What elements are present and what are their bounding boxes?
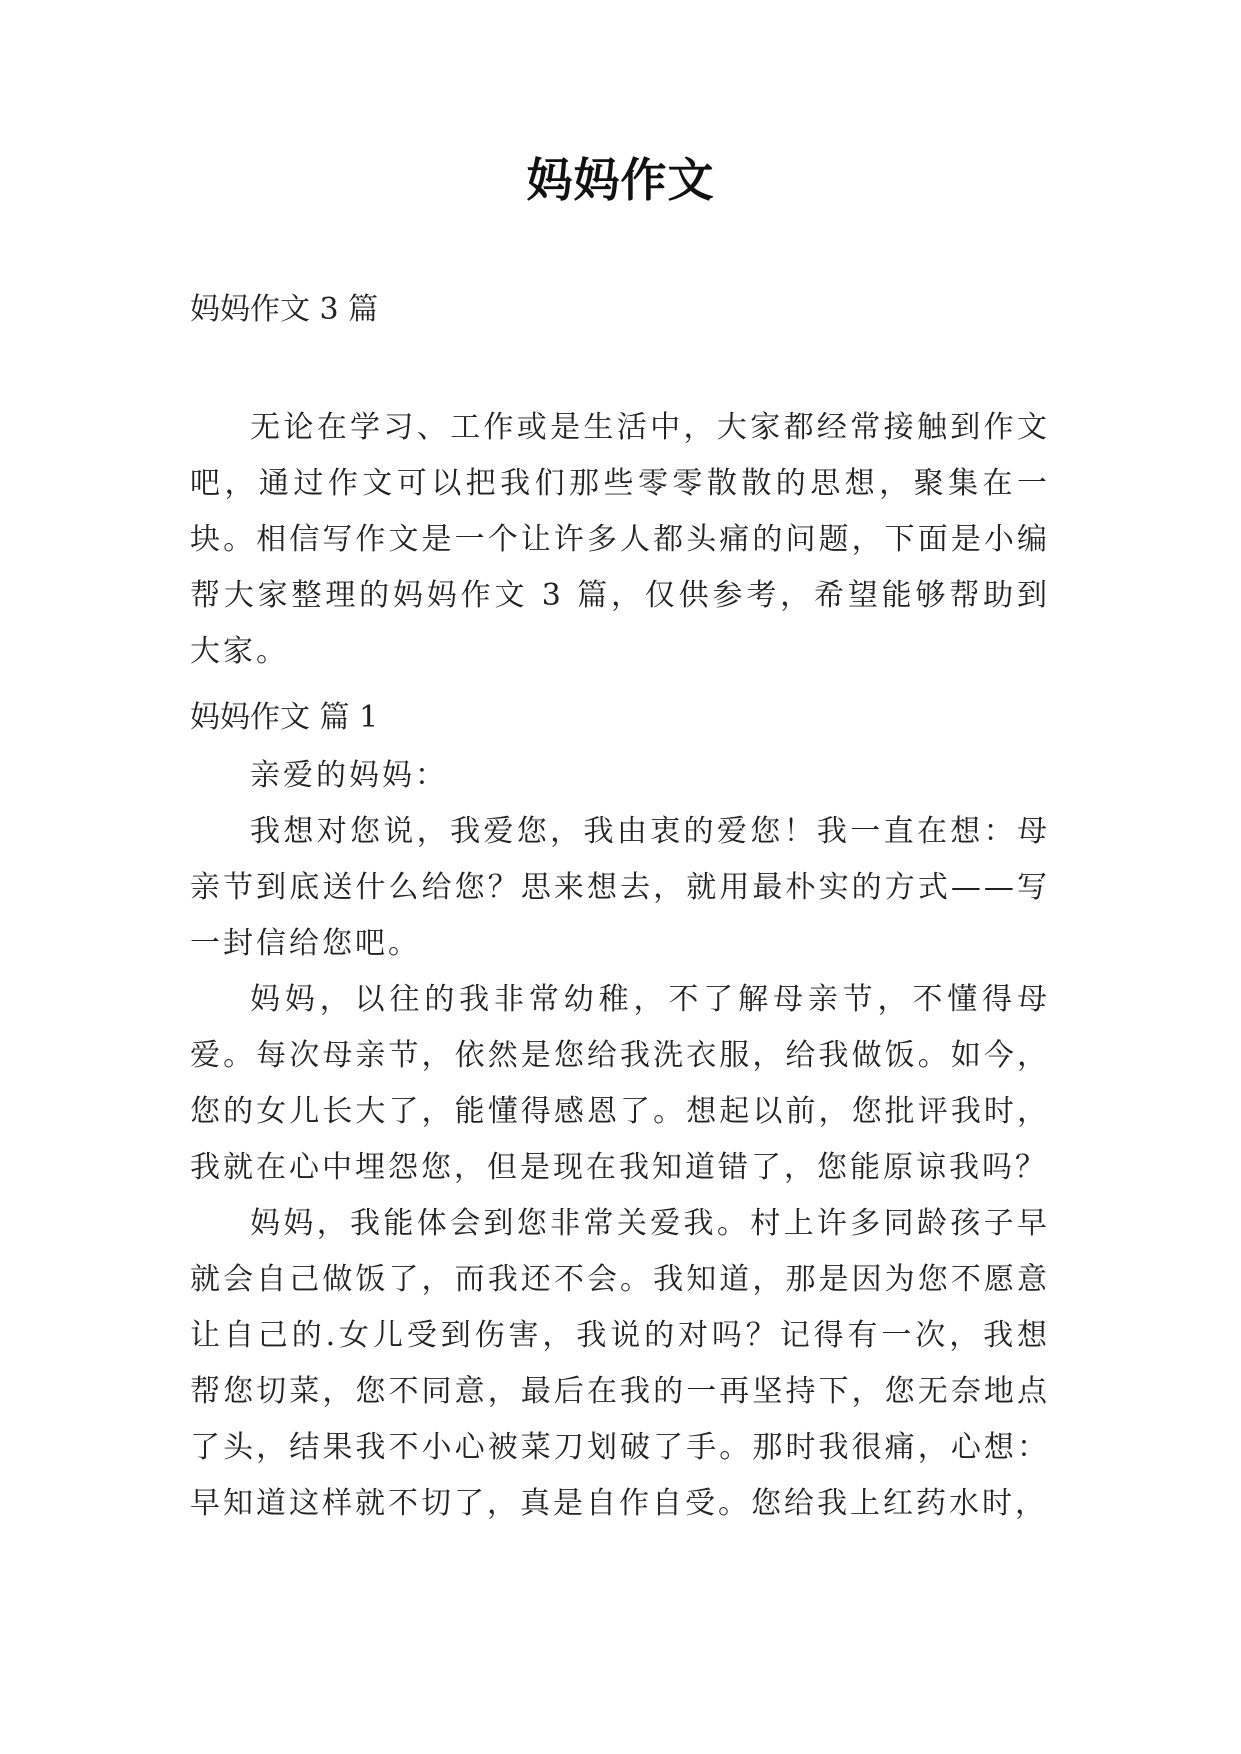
body-paragraph: 妈妈，我能体会到您非常关爱我。村上许多同龄孩子早就会自己做饭了，而我还不会。我知道，那是因为您不愿意让自己的.女儿受到伤害，我说的对吗？记得有一次，我想帮您切菜，您不同意，最后在我的一再坚持下，您无奈地点了头，结果我不小心被菜刀划破了手。那时我很痛，心想：早知道这样就不切了，真是自作自受。您给我上红药水时， [190, 1206, 1050, 1521]
section-heading: 妈妈作文 篇 1 [190, 700, 379, 735]
body-paragraph: 我想对您说，我爱您，我由衷的爱您！我一直在想：母亲节到底送什么给您？思来想去，就用最朴实的方式——写一封信给您吧。 [190, 814, 1050, 961]
document-title: 妈妈作文 [526, 153, 715, 207]
body-paragraph: 妈妈，以往的我非常幼稚，不了解母亲节，不懂得母爱。每次母亲节，依然是您给我洗衣服，给我做饭。如今，您的女儿长大了，能懂得感恩了。想起以前，您批评我时，我就在心中埋怨您，但是现在我知道错了，您能原谅我吗？ [190, 982, 1050, 1185]
intro-paragraph: 无论在学习、工作或是生活中，大家都经常接触到作文吧，通过作文可以把我们那些零零散散的思想，聚集在一块。相信写作文是一个让许多人都头痛的问题，下面是小编帮大家整理的妈妈作文 3 篇，仅供参考，希望能够帮助到大家。 [190, 410, 1050, 669]
letter-greeting: 亲爱的妈妈： [250, 758, 448, 793]
document-subtitle: 妈妈作文 3 篇 [190, 292, 379, 327]
